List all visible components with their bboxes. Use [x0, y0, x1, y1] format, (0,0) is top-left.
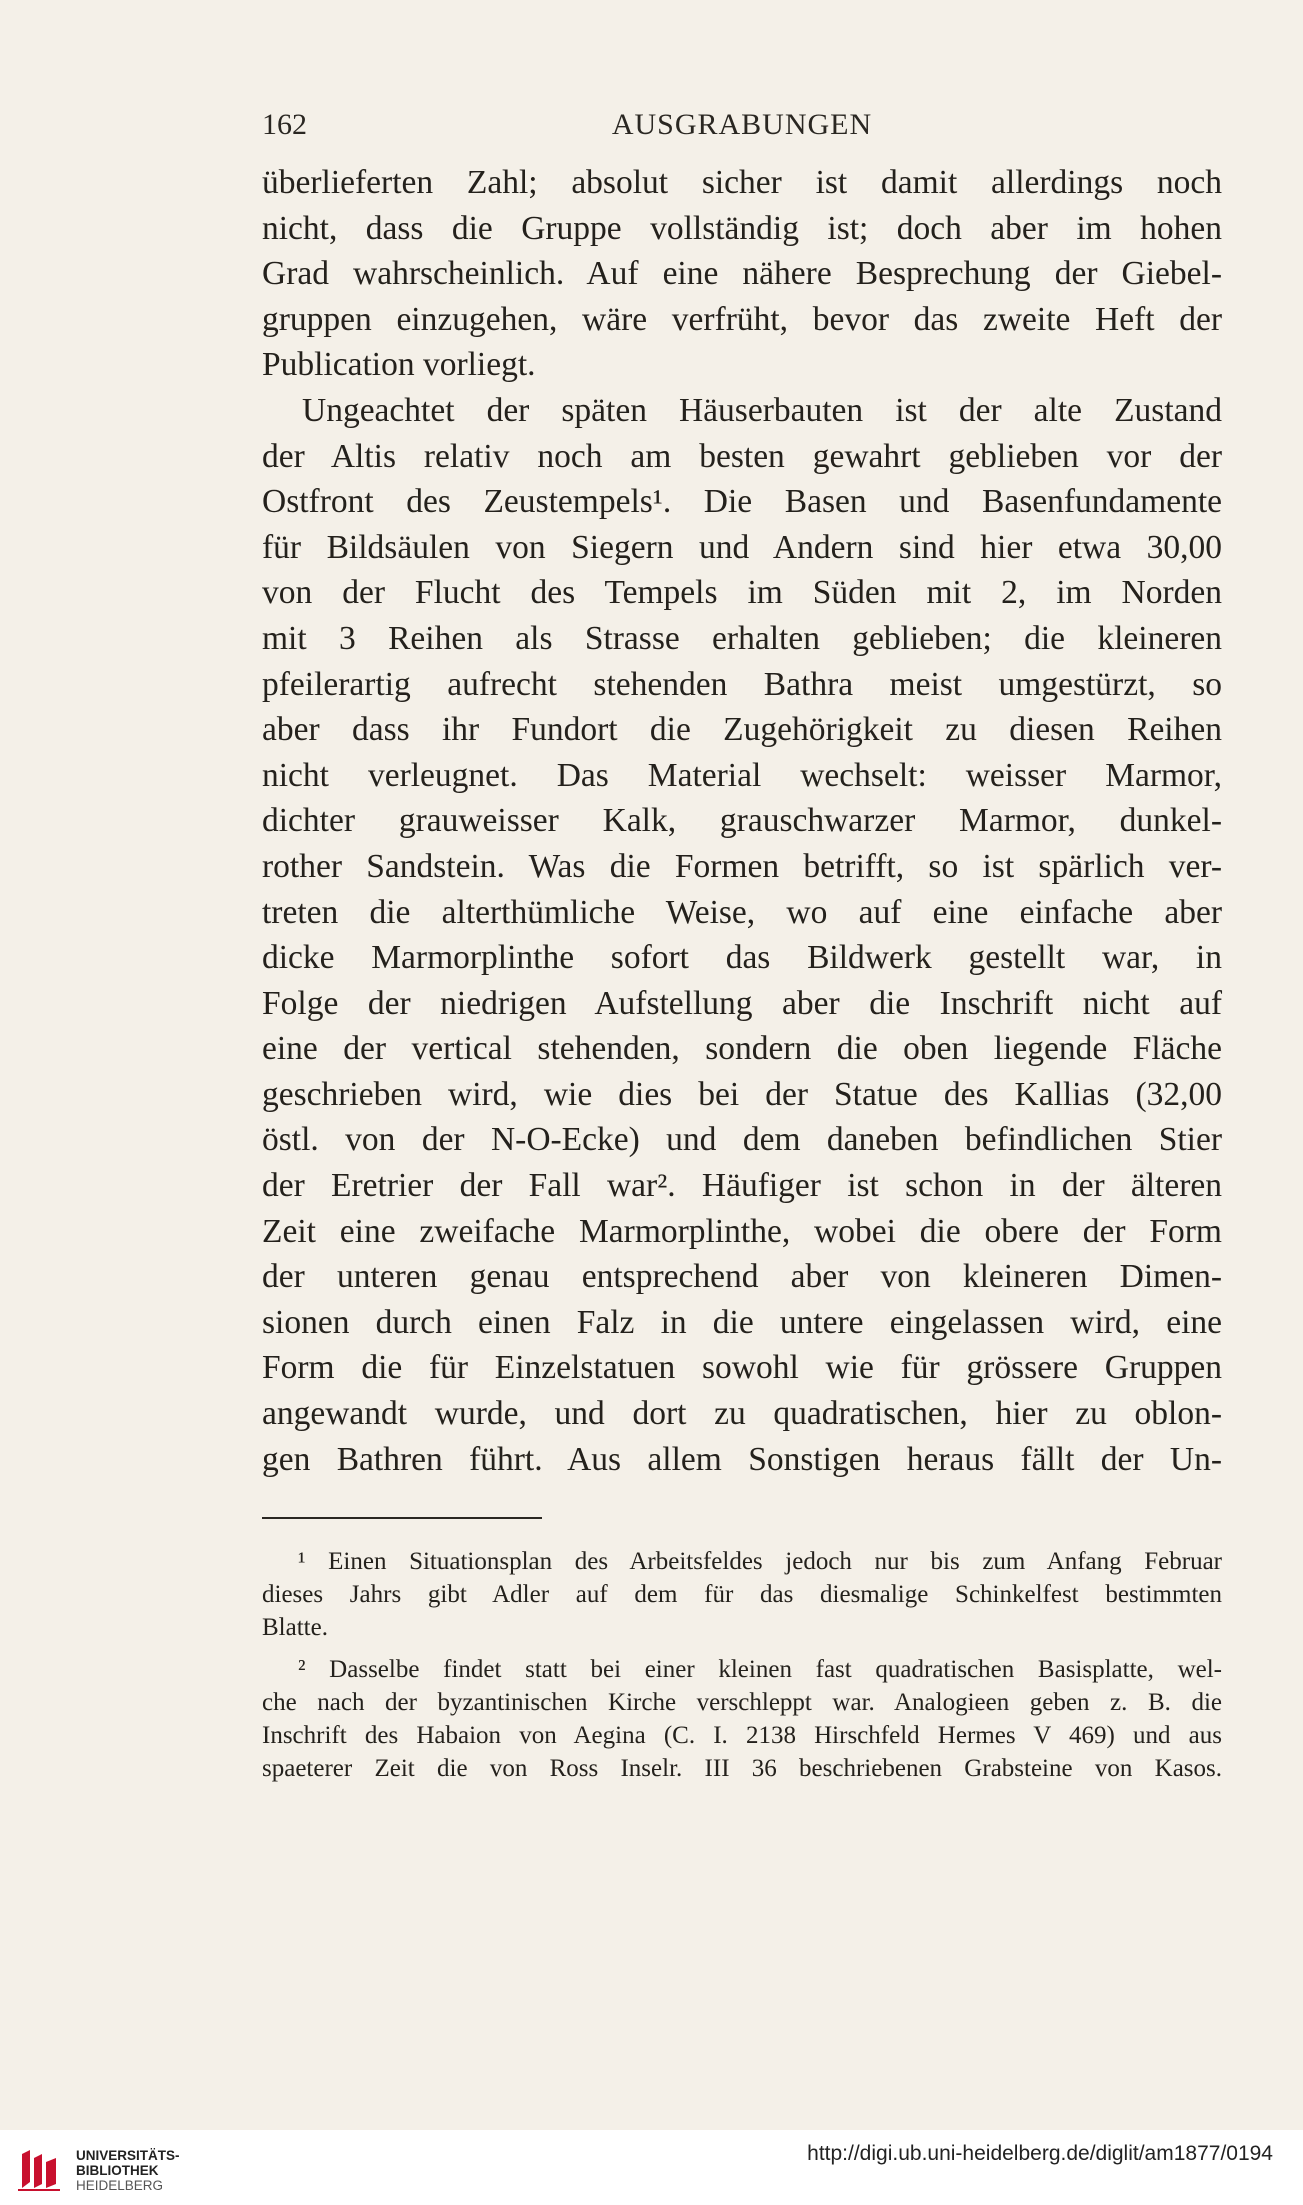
footnote-2-line: spaeterer Zeit die von Ross Inselr. III 36 beschriebenen Grabsteine von Kasos.	[262, 1754, 1222, 1782]
text-line: angewandt wurde, und dort zu quadratischen, hier zu oblon-	[262, 1395, 1222, 1433]
library-name	[76, 2148, 180, 2193]
library-name-line-1: UNIVERSITÄTS-	[76, 2148, 180, 2163]
text-line: nicht, dass die Gruppe vollständig ist; doch aber im hohen	[262, 209, 1222, 247]
text-line: Ostfront des Zeustempels¹. Die Basen und Basenfundamente	[262, 483, 1222, 521]
text-line: überlieferten Zahl; absolut sicher ist damit allerdings noch	[262, 164, 1222, 201]
source-url-link[interactable]: http://digi.ub.uni-heidelberg.de/diglit/am1877/0194	[807, 2142, 1273, 2165]
text-line: rother Sandstein. Was die Formen betrifft, so ist spärlich ver-	[262, 847, 1222, 885]
footnotes	[262, 1546, 1222, 1786]
text-line: Grad wahrscheinlich. Auf eine nähere Besprechung der Giebel-	[262, 255, 1222, 293]
text-line: dichter grauweisser Kalk, grauschwarzer Marmor, dunkel-	[262, 802, 1222, 840]
text-line: gen Bathren führt. Aus allem Sonstigen heraus fällt der Un-	[262, 1440, 1222, 1478]
footnote-2-line: Inschrift des Habaion von Aegina (C. I. 2138 Hirschfeld Hermes V 469) und aus	[262, 1721, 1222, 1749]
text-line: der Eretrier der Fall war². Häufiger ist schon in der älteren	[262, 1167, 1222, 1205]
text-line: Folge der niedrigen Aufstellung aber die Inschrift nicht auf	[262, 984, 1222, 1022]
library-name-line-2: BIBLIOTHEK	[76, 2163, 159, 2178]
text-line: gruppen einzugehen, wäre verfrüht, bevor das zweite Heft der	[262, 300, 1222, 338]
text-line: treten die alterthümliche Weise, wo auf eine einfache aber	[262, 893, 1222, 931]
running-title: AUSGRABUNGEN	[611, 108, 873, 141]
text-line: eine der vertical stehenden, sondern die oben liegende Fläche	[262, 1030, 1222, 1068]
footnote-divider	[262, 1517, 542, 1519]
text-line: von der Flucht des Tempels im Süden mit 2, im Norden	[262, 574, 1222, 612]
library-name-line-3: HEIDELBERG	[76, 2178, 164, 2193]
footnote-2-line: che nach der byzantinischen Kirche verschleppt war. Analogieen geben z. B. die	[262, 1689, 1222, 1717]
footnote-1-line: ¹ Einen Situationsplan des Arbeitsfeldes jedoch nur bis zum Anfang Februar	[298, 1548, 1222, 1575]
digitization-footer	[0, 2130, 1303, 2205]
text-line: östl. von der N-O-Ecke) und dem daneben befindlichen Stier	[262, 1121, 1222, 1159]
running-head	[262, 108, 1222, 148]
text-line: sionen durch einen Falz in die untere eingelassen wird, eine	[262, 1303, 1222, 1341]
text-line: nicht verleugnet. Das Material wechselt: weisser Marmor,	[262, 756, 1222, 794]
text-line: Zeit eine zweifache Marmorplinthe, wobei die obere der Form	[262, 1212, 1222, 1250]
footnote-1-line: Blatte.	[262, 1613, 328, 1641]
page-number: 162	[262, 108, 307, 141]
text-line: pfeilerartig aufrecht stehenden Bathra meist umgestürzt, so	[262, 665, 1222, 703]
text-line: für Bildsäulen von Siegern und Andern sind hier etwa 30,00	[262, 528, 1222, 566]
footnote-1-line: dieses Jahrs gibt Adler auf dem für das diesmalige Schinkelfest bestimmten	[262, 1580, 1222, 1608]
text-line: dicke Marmorplinthe sofort das Bildwerk gestellt war, in	[262, 939, 1222, 977]
heidelberg-library-logo-icon	[14, 2144, 64, 2194]
text-line: mit 3 Reihen als Strasse erhalten geblieben; die kleineren	[262, 619, 1222, 657]
text-line: Publication vorliegt.	[262, 346, 536, 384]
text-line: Form die für Einzelstatuen sowohl wie für grössere Gruppen	[262, 1349, 1222, 1387]
main-text	[262, 160, 1222, 1482]
text-line: der unteren genau entsprechend aber von kleineren Dimen-	[262, 1258, 1222, 1296]
footnote-2-line: ² Dasselbe findet statt bei einer kleinen fast quadratischen Basisplatte, wel-	[298, 1656, 1222, 1684]
text-line: geschrieben wird, wie dies bei der Statue des Kallias (32,00	[262, 1075, 1222, 1113]
text-line: der Altis relativ noch am besten gewahrt geblieben vor der	[262, 437, 1222, 475]
text-line: Ungeachtet der späten Häuserbauten ist der alte Zustand	[302, 391, 1222, 429]
text-line: aber dass ihr Fundort die Zugehörigkeit zu diesen Reihen	[262, 711, 1222, 749]
